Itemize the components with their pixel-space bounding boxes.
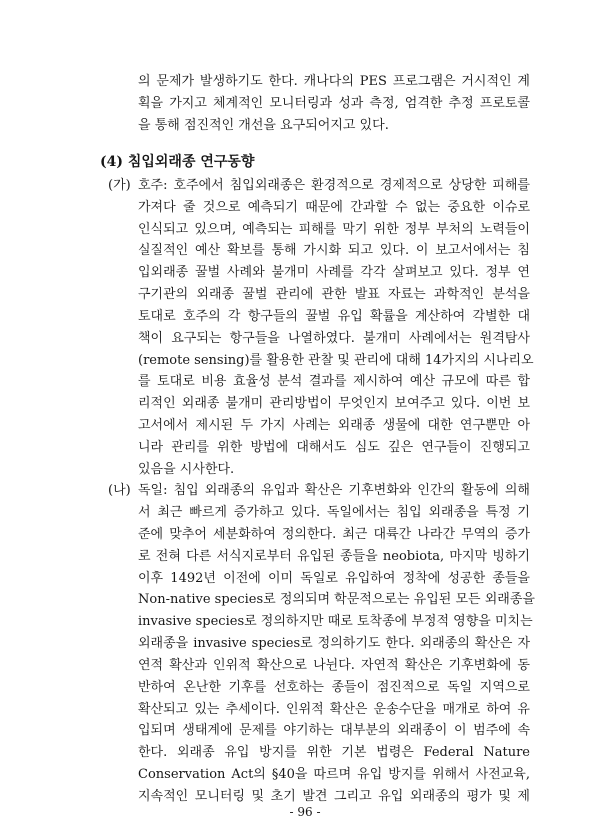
text-line: Conservation Act의 §40을 따르며 유입 방지를 위해서 사전교육, <box>138 766 530 782</box>
page-number: - 96 - <box>289 805 321 819</box>
text-line: 외래종을 invasive species로 정의하기도 한다. 외래종의 확산은 자 <box>138 636 530 652</box>
text-line: 서 최근 빠르게 증가하고 있다. 독일에서는 침입 외래종을 특정 기 <box>138 505 530 521</box>
text-line: 을 통해 점진적인 개선을 요구되어지고 있다. <box>138 117 389 133</box>
text-line: invasive species로 정의하지만 때로 토착종에 부정적 영향을 미치는 <box>138 614 533 630</box>
text-line: 연적 확산과 인위적 확산으로 나뉜다. 자연적 확산은 기후변화에 동 <box>138 657 530 673</box>
list-marker: (가) <box>108 178 131 193</box>
list-item-germany <box>108 480 535 807</box>
text-line: 리적인 외래종 불개미 관리방법이 무엇인지 보여주고 있다. 이번 보 <box>138 396 530 412</box>
text-line: 호주: 호주에서 침입외래종은 환경적으로 경제적으로 상당한 피해를 <box>138 178 530 193</box>
section-body <box>108 175 535 808</box>
text-line: 인식되고 있으며, 예측되는 피해를 막기 위한 정부 부처의 노력들이 <box>138 221 530 237</box>
text-line: 있음을 시사한다. <box>138 461 235 477</box>
text-line: 확산되고 있는 추세이다. 인위적 확산은 운송수단을 매개로 하여 유 <box>138 701 530 717</box>
list-marker: (나) <box>108 483 131 499</box>
text-line: 독일: 침입 외래종의 유입과 확산은 기후변화와 인간의 활동에 의해 <box>138 483 530 499</box>
continuation-paragraph <box>138 71 530 136</box>
text-line: 실질적인 예산 확보를 통해 가시화 되고 있다. 이 보고서에서는 침 <box>138 243 530 259</box>
text-line: Non-native species로 정의되며 학문적으로는 유입된 모든 외래종을 <box>138 592 535 608</box>
text-line: 를 토대로 비용 효율성 분석 결과를 제시하여 예산 규모에 따른 합 <box>138 374 530 390</box>
list-item-australia <box>108 175 534 480</box>
text-line: 이후 1492년 이전에 이미 독일로 유입하여 정착에 성공한 종들을 <box>138 570 530 586</box>
text-line: 반하여 온난한 기후를 선호하는 종들이 점진적으로 독일 지역으로 <box>138 679 530 695</box>
text-line: 준에 맞추어 세분화하여 정의한다. 최근 대륙간 나라간 무역의 증가 <box>138 527 530 542</box>
text-line: 로 전혀 다른 서식지로부터 유입된 종들을 neobiota, 마지막 빙하기 <box>138 548 530 564</box>
text-line: 책이 요구되는 항구들을 나열하였다. 불개미 사례에서는 원격탐사 <box>138 330 530 346</box>
text-line: 고서에서 제시된 두 가지 사례는 외래종 생물에 대한 연구뿐만 아 <box>138 417 530 433</box>
section-heading: (4) 침입외래종 연구동향 <box>100 154 255 170</box>
text-line: 가져다 줄 것으로 예측되기 때문에 간과할 수 없는 중요한 이슈로 <box>138 199 530 215</box>
text-line: 입되며 생태계에 문제를 야기하는 대부분의 외래종이 이 범주에 속 <box>138 723 530 739</box>
text-line: 한다. 외래종 유입 방지를 위한 기본 법령은 Federal Nature <box>138 745 530 761</box>
text-line: 토대로 호주의 각 항구들의 꿀벌 유입 확률을 계산하여 각별한 대 <box>138 308 530 324</box>
text-line: 획을 가지고 체계적인 모니터링과 성과 측정, 엄격한 추정 프로토콜 <box>138 95 530 111</box>
text-line: (remote sensing)를 활용한 관찰 및 관리에 대해 14가지의 시나리오 <box>138 352 534 368</box>
text-line: 니라 관리를 위한 방법에 대해서도 심도 깊은 연구들이 진행되고 <box>138 439 530 455</box>
text-line: 지속적인 모니터링 및 초기 발견 그리고 유입 외래종의 평가 및 제 <box>138 788 530 804</box>
text-line: 입외래종 꿀벌 사례와 불개미 사례를 각각 살펴보고 있다. 정부 연 <box>138 265 530 281</box>
text-line: 의 문제가 발생하기도 한다. 캐나다의 PES 프로그램은 거시적인 계 <box>138 74 530 89</box>
text-line: 구기관의 외래종 꿀벌 관리에 관한 발표 자료는 과학적인 분석을 <box>138 287 530 303</box>
